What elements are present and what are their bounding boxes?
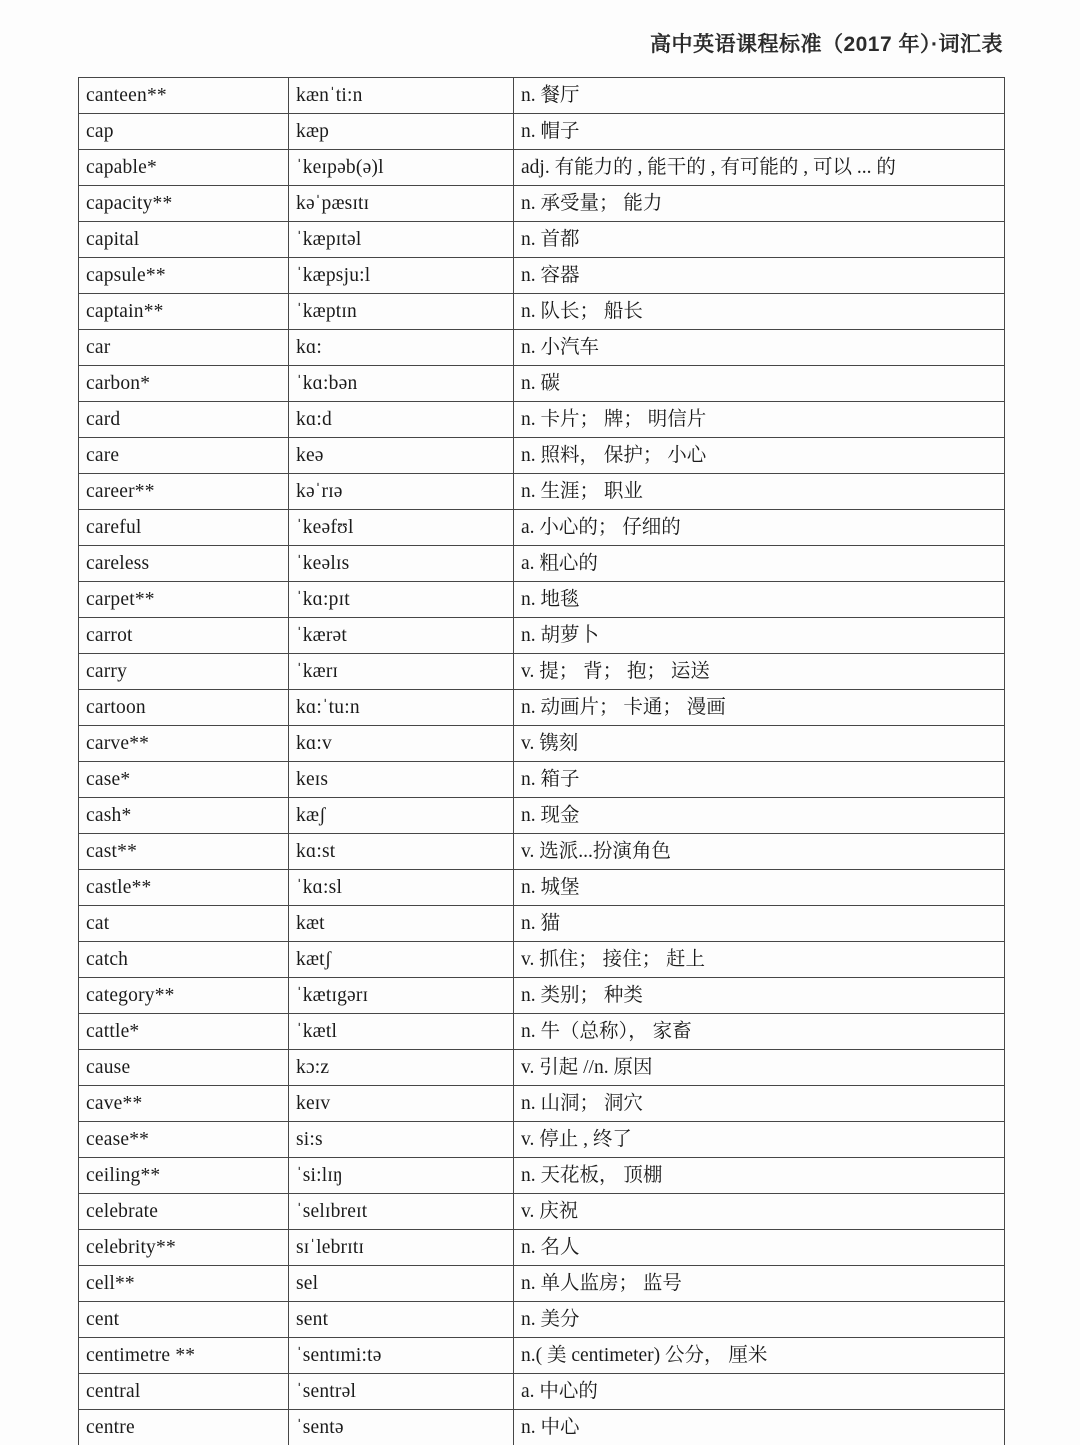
table-row (79, 78, 1005, 114)
word-cell: careful (79, 510, 289, 546)
phonetic-cell: kɑ:st (289, 834, 514, 870)
phonetic-cell: ˈkɑ:bən (289, 366, 514, 402)
phonetic-cell: keə (289, 438, 514, 474)
phonetic-cell: kæp (289, 114, 514, 150)
table-row (79, 618, 1005, 654)
phonetic-cell: ˈkeɪpəb(ə)l (289, 150, 514, 186)
table-row (79, 762, 1005, 798)
phonetic-cell: kəˈpæsɪtɪ (289, 186, 514, 222)
word-cell: cat (79, 906, 289, 942)
word-cell: carbon* (79, 366, 289, 402)
definition-cell: n. 餐厅 (514, 78, 1005, 114)
phonetic-cell: si:s (289, 1122, 514, 1158)
phonetic-cell: kɑ:ˈtu:n (289, 690, 514, 726)
definition-cell: n. 帽子 (514, 114, 1005, 150)
table-row (79, 1266, 1005, 1302)
definition-cell: n. 首都 (514, 222, 1005, 258)
definition-cell: v. 庆祝 (514, 1194, 1005, 1230)
word-cell: card (79, 402, 289, 438)
definition-cell: n. 美分 (514, 1302, 1005, 1338)
word-cell: car (79, 330, 289, 366)
phonetic-cell: ˈkeəlɪs (289, 546, 514, 582)
table-row (79, 474, 1005, 510)
word-cell: centimetre ** (79, 1338, 289, 1374)
word-cell: cast** (79, 834, 289, 870)
table-row (79, 906, 1005, 942)
phonetic-cell: kəˈrɪə (289, 474, 514, 510)
word-cell: career** (79, 474, 289, 510)
phonetic-cell: ˈselɪbreɪt (289, 1194, 514, 1230)
table-row (79, 654, 1005, 690)
definition-cell: a. 中心的 (514, 1374, 1005, 1410)
definition-cell: n. 单人监房； 监号 (514, 1266, 1005, 1302)
word-cell: catch (79, 942, 289, 978)
phonetic-cell: keɪv (289, 1086, 514, 1122)
phonetic-cell: ˈkæpsju:l (289, 258, 514, 294)
phonetic-cell: kɑ:d (289, 402, 514, 438)
definition-cell: n. 名人 (514, 1230, 1005, 1266)
table-row (79, 150, 1005, 186)
table-row (79, 186, 1005, 222)
table-row (79, 582, 1005, 618)
definition-cell: n. 天花板， 顶棚 (514, 1158, 1005, 1194)
phonetic-cell: kæt (289, 906, 514, 942)
word-cell: cease** (79, 1122, 289, 1158)
phonetic-cell: ˈsentə (289, 1410, 514, 1445)
phonetic-cell: kænˈti:n (289, 78, 514, 114)
table-row (79, 1086, 1005, 1122)
word-cell: castle** (79, 870, 289, 906)
word-cell: cash* (79, 798, 289, 834)
word-cell: careless (79, 546, 289, 582)
definition-cell: n. 队长； 船长 (514, 294, 1005, 330)
table-row (79, 222, 1005, 258)
definition-cell: n. 碳 (514, 366, 1005, 402)
word-cell: case* (79, 762, 289, 798)
table-row (79, 546, 1005, 582)
definition-cell: a. 小心的； 仔细的 (514, 510, 1005, 546)
phonetic-cell: keɪs (289, 762, 514, 798)
word-cell: central (79, 1374, 289, 1410)
table-row (79, 1014, 1005, 1050)
definition-cell: adj. 有能力的 , 能干的 , 有可能的 , 可以 ... 的 (514, 150, 1005, 186)
table-row (79, 942, 1005, 978)
word-cell: category** (79, 978, 289, 1014)
phonetic-cell: ˈkɑ:pɪt (289, 582, 514, 618)
definition-cell: n. 动画片； 卡通； 漫画 (514, 690, 1005, 726)
definition-cell: n. 承受量； 能力 (514, 186, 1005, 222)
phonetic-cell: ˈkærət (289, 618, 514, 654)
definition-cell: v. 引起 //n. 原因 (514, 1050, 1005, 1086)
phonetic-cell: kɑ:v (289, 726, 514, 762)
definition-cell: n. 现金 (514, 798, 1005, 834)
definition-cell: v. 镌刻 (514, 726, 1005, 762)
table-row (79, 330, 1005, 366)
definition-cell: n. 类别； 种类 (514, 978, 1005, 1014)
vocabulary-table (78, 77, 1005, 1445)
table-row (79, 978, 1005, 1014)
phonetic-cell: ˈkæptɪn (289, 294, 514, 330)
definition-cell: n. 箱子 (514, 762, 1005, 798)
phonetic-cell: kɑ: (289, 330, 514, 366)
word-cell: capsule** (79, 258, 289, 294)
phonetic-cell: sel (289, 1266, 514, 1302)
phonetic-cell: ˈkætl (289, 1014, 514, 1050)
page-header-title: 高中英语课程标准（2017 年）·词汇表 (649, 33, 1003, 56)
table-row (79, 510, 1005, 546)
word-cell: cent (79, 1302, 289, 1338)
table-row (79, 366, 1005, 402)
word-cell: cause (79, 1050, 289, 1086)
definition-cell: n. 中心 (514, 1410, 1005, 1445)
vocab-table-body (79, 78, 1005, 1445)
word-cell: canteen** (79, 78, 289, 114)
word-cell: captain** (79, 294, 289, 330)
definition-cell: n. 猫 (514, 906, 1005, 942)
definition-cell: n. 照料， 保护； 小心 (514, 438, 1005, 474)
phonetic-cell: ˈkæpɪtəl (289, 222, 514, 258)
phonetic-cell: ˈkeəfʊl (289, 510, 514, 546)
phonetic-cell: kætʃ (289, 942, 514, 978)
table-row (79, 690, 1005, 726)
phonetic-cell: sent (289, 1302, 514, 1338)
word-cell: carrot (79, 618, 289, 654)
phonetic-cell: ˈsentɪmi:tə (289, 1338, 514, 1374)
definition-cell: n. 牛（总称）， 家畜 (514, 1014, 1005, 1050)
table-row (79, 402, 1005, 438)
word-cell: capacity** (79, 186, 289, 222)
table-row (79, 294, 1005, 330)
table-row (79, 1410, 1005, 1445)
table-row (79, 1302, 1005, 1338)
table-row (79, 1338, 1005, 1374)
table-row (79, 438, 1005, 474)
table-row (79, 1158, 1005, 1194)
word-cell: centre (79, 1410, 289, 1445)
phonetic-cell: ˈsentrəl (289, 1374, 514, 1410)
phonetic-cell: ˈkærɪ (289, 654, 514, 690)
table-row (79, 114, 1005, 150)
word-cell: celebrate (79, 1194, 289, 1230)
word-cell: cell** (79, 1266, 289, 1302)
word-cell: carry (79, 654, 289, 690)
word-cell: carpet** (79, 582, 289, 618)
definition-cell: n. 卡片； 牌； 明信片 (514, 402, 1005, 438)
table-row (79, 1374, 1005, 1410)
phonetic-cell: ˈkætɪgərɪ (289, 978, 514, 1014)
word-cell: cap (79, 114, 289, 150)
definition-cell: n. 城堡 (514, 870, 1005, 906)
definition-cell: n. 山洞； 洞穴 (514, 1086, 1005, 1122)
table-row (79, 870, 1005, 906)
phonetic-cell: ˈkɑ:sl (289, 870, 514, 906)
table-row (79, 1194, 1005, 1230)
table-row (79, 834, 1005, 870)
word-cell: cattle* (79, 1014, 289, 1050)
definition-cell: n. 小汽车 (514, 330, 1005, 366)
word-cell: capital (79, 222, 289, 258)
word-cell: ceiling** (79, 1158, 289, 1194)
word-cell: care (79, 438, 289, 474)
phonetic-cell: kæʃ (289, 798, 514, 834)
table-row (79, 1050, 1005, 1086)
definition-cell: v. 抓住； 接住； 赶上 (514, 942, 1005, 978)
phonetic-cell: ˈsi:lɪŋ (289, 1158, 514, 1194)
definition-cell: v. 停止 , 终了 (514, 1122, 1005, 1158)
table-row (79, 258, 1005, 294)
definition-cell: v. 选派...扮演角色 (514, 834, 1005, 870)
phonetic-cell: sɪˈlebrɪtɪ (289, 1230, 514, 1266)
table-row (79, 1230, 1005, 1266)
table-row (79, 726, 1005, 762)
definition-cell: n. 生涯； 职业 (514, 474, 1005, 510)
definition-cell: n. 容器 (514, 258, 1005, 294)
table-row (79, 1122, 1005, 1158)
definition-cell: a. 粗心的 (514, 546, 1005, 582)
table-row (79, 798, 1005, 834)
definition-cell: v. 提； 背； 抱； 运送 (514, 654, 1005, 690)
word-cell: capable* (79, 150, 289, 186)
definition-cell: n. 胡萝卜 (514, 618, 1005, 654)
word-cell: celebrity** (79, 1230, 289, 1266)
definition-cell: n. 地毯 (514, 582, 1005, 618)
definition-cell: n.( 美 centimeter) 公分， 厘米 (514, 1338, 1005, 1374)
word-cell: cartoon (79, 690, 289, 726)
phonetic-cell: kɔ:z (289, 1050, 514, 1086)
word-cell: carve** (79, 726, 289, 762)
word-cell: cave** (79, 1086, 289, 1122)
